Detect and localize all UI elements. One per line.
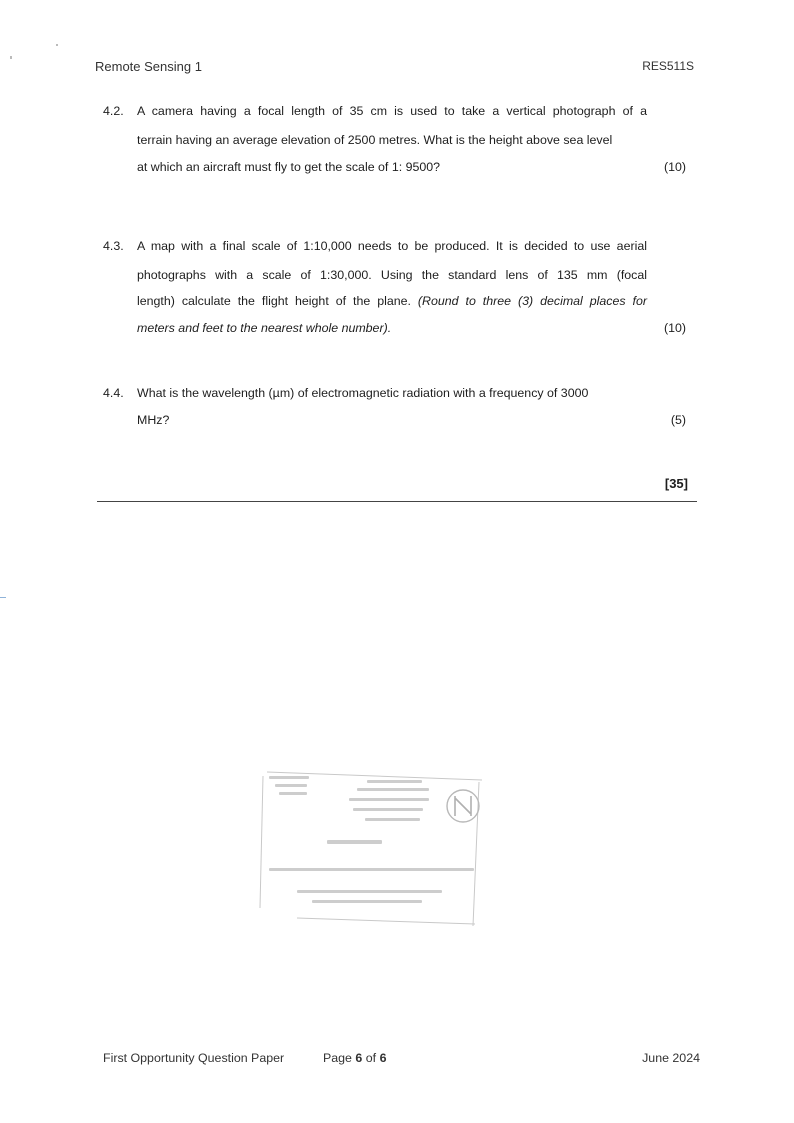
section-total: [35] bbox=[664, 476, 688, 491]
question-text-line: photographs with a scale of 1:30,000. Using the standard lens of 135 mm (focal bbox=[137, 268, 647, 282]
scan-speck bbox=[56, 44, 58, 46]
section-divider bbox=[97, 501, 697, 502]
scan-speck bbox=[10, 56, 12, 59]
question-marks: (5) bbox=[670, 413, 686, 427]
scan-speck bbox=[0, 597, 6, 598]
question-text-line: A camera having a focal length of 35 cm is used to take a vertical photograph of a bbox=[137, 104, 647, 118]
header-course: Remote Sensing 1 bbox=[95, 59, 202, 74]
question-text-line: at which an aircraft must fly to get the scale of 1: 9500? bbox=[137, 160, 441, 174]
header-code: RES511S bbox=[642, 59, 694, 73]
question-text-line: terrain having an average elevation of 2500 metres. What is the height above sea level bbox=[137, 133, 613, 147]
question-text-line bbox=[137, 294, 647, 308]
faded-stamp bbox=[257, 768, 485, 928]
question-number: 4.2. bbox=[103, 104, 124, 118]
question-text-fragment: length) calculate the flight height of the plane. bbox=[137, 294, 411, 308]
footer-date: June 2024 bbox=[642, 1051, 700, 1065]
question-text-line: A map with a final scale of 1:10,000 needs to be produced. It is decided to use aerial bbox=[137, 239, 647, 253]
question-text-line: MHz? bbox=[137, 413, 170, 427]
question-text-line: What is the wavelength (µm) of electromagnetic radiation with a frequency of 3000 bbox=[137, 386, 589, 400]
rounding-instruction: meters and feet to the nearest whole number). bbox=[137, 321, 392, 335]
page-of: of bbox=[365, 1051, 377, 1065]
question-marks: (10) bbox=[663, 321, 686, 335]
rounding-instruction: (Round to three (3) decimal places for bbox=[417, 294, 647, 308]
page-prefix: Page bbox=[323, 1051, 352, 1065]
question-number: 4.4. bbox=[103, 386, 124, 400]
footer-page-number bbox=[323, 1051, 386, 1065]
page-total: 6 bbox=[379, 1051, 387, 1065]
footer-paper: First Opportunity Question Paper bbox=[103, 1051, 285, 1065]
page-current: 6 bbox=[355, 1051, 363, 1065]
question-marks: (10) bbox=[663, 160, 686, 174]
question-number: 4.3. bbox=[103, 239, 124, 253]
